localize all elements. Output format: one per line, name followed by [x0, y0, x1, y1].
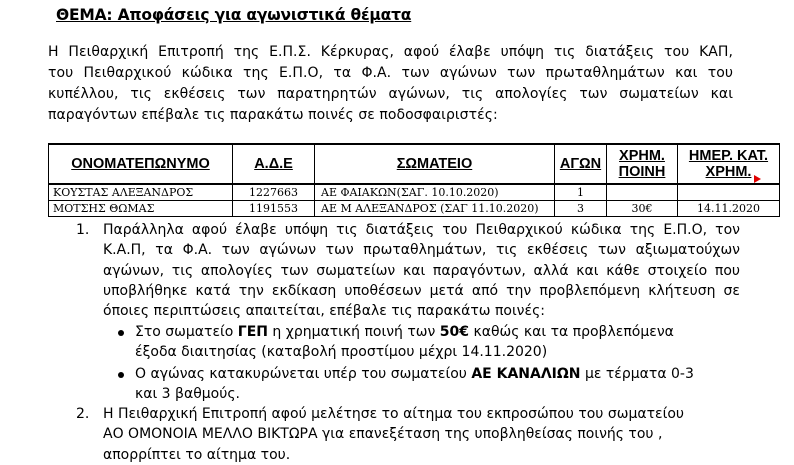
bullet-1-text — [135, 322, 674, 363]
item-2-line: ΑΟ ΟΜΟΝΟΙΑ ΜΕΛΛΟ ΒΙΚΤΩΡΑ για επανεξέταση της υποβληθείσας ποινής του , — [103, 426, 663, 443]
header-club: ΣΩΜΑΤΕΙΟ — [315, 144, 555, 184]
red-triangle-marker-icon — [754, 175, 761, 183]
cell-games: 3 — [555, 201, 607, 217]
bullet-1-post: καθώς και τα προβλεπόμενα — [469, 324, 674, 340]
cell-date — [678, 184, 780, 201]
intro-line: παραγόντων επέβαλε τις παρακάτω ποινές σε ποδοσφαιριστές: — [48, 107, 498, 123]
intro-line: κυπέλλου, τις εκθέσεις των παρατηρητών αγώνων, τις απολογίες των σωματείων και — [48, 86, 733, 102]
bullet-1-pre: Στο σωματείο — [135, 324, 238, 340]
bullet-icon — [118, 372, 124, 378]
intro-line: Η Πειθαρχική Επιτροπή της Ε.Π.Σ. Κέρκυρας, αφού έλαβε υπόψη τις διατάξεις του ΚΑΠ, — [48, 44, 733, 60]
bullet-1-line-2: έξοδα διαιτησίας (καταβολή προστίμου μέχρι 14.11.2020) — [135, 344, 548, 361]
header-fine: ΧΡΗΜ. ΠΟΙΝΗ — [607, 144, 678, 184]
bullet-icon — [118, 330, 124, 336]
item-1-line: Παράλληλα αφού έλαβε υπόψη τις διατάξεις του Πειθαρχικού κώδικα της Ε.Π.Ο, τον — [103, 222, 740, 238]
cell-ade: 1227663 — [233, 184, 315, 201]
item-2-line: Η Πειθαρχική Επιτροπή αφού μελέτησε το αίτημα του εκπροσώπου του σωματείου — [103, 406, 684, 422]
item-1-line: όποιες περιπτώσεις απαιτείται, επέβαλε τις παρακάτω ποινές: — [103, 303, 545, 320]
header-name: ΟΝΟΜΑΤΕΠΩΝΥΜΟ — [49, 144, 233, 184]
cell-name: ΚΟΥΣΤΑΣ ΑΛΕΞΑΝΔΡΟΣ — [49, 184, 233, 201]
cell-fine — [607, 184, 678, 201]
penalties-table — [48, 143, 780, 217]
bullet-2-line-2: και 3 βαθμούς. — [135, 386, 240, 403]
cell-name: ΜΟΤΣΗΣ ΘΩΜΑΣ — [49, 201, 233, 217]
page-title: ΘΕΜΑ: Αποφάσεις για αγωνιστικά θέματα — [56, 6, 412, 24]
bullet-2-club: ΑΕ ΚΑΝΑΛΙΩΝ — [471, 366, 581, 382]
item-1-paragraph — [103, 220, 740, 321]
table-header-row — [49, 144, 780, 184]
table-row — [49, 201, 780, 217]
bullet-2-pre: Ο αγώνας κατακυρώνεται υπέρ του σωματείου — [135, 366, 472, 382]
item-1-number: 1. — [76, 222, 90, 238]
item-1-line: αγώνων, τις απολογίες των σωματείων και παραγόντων, αλλά και κάθε στοιχείο που — [103, 262, 740, 279]
item-2-paragraph — [103, 404, 684, 465]
item-2-line: απορρίπτει το αίτημα του. — [103, 446, 291, 463]
item-1-line: Κ.Α.Π, τα Φ.Α. των αγώνων των πρωταθλημάτων, τις εκθέσεις των αξιωματούχων — [103, 242, 740, 259]
header-games: ΑΓΩΝ — [555, 144, 607, 184]
bullet-2-post: με τέρματα 0-3 — [580, 366, 694, 382]
cell-fine: 30€ — [607, 201, 678, 217]
bullet-2-text — [135, 364, 694, 405]
header-date: ΗΜΕΡ. ΚΑΤ. ΧΡΗΜ. — [678, 144, 780, 184]
table-row — [49, 184, 780, 201]
cell-games: 1 — [555, 184, 607, 201]
header-ade: Α.Δ.Ε — [233, 144, 315, 184]
cell-club: ΑΕ Μ ΑΛΕΞΑΝΔΡΟΣ (ΣΑΓ 11.10.2020) — [315, 201, 555, 217]
item-2-number: 2. — [76, 406, 90, 422]
cell-ade: 1191553 — [233, 201, 315, 217]
intro-paragraph — [48, 42, 733, 126]
bullet-1-line — [135, 322, 674, 342]
item-1-line: υποβλήθηκε κατά την εκδίκαση υποθέσεων μετά από την προβλεπόμενη κλήτευση σε — [103, 282, 740, 299]
cell-date: 14.11.2020 — [678, 201, 780, 217]
cell-club: ΑΕ ΦΑΙΑΚΩΝ(ΣΑΓ. 10.10.2020) — [315, 184, 555, 201]
bullet-1-amount: 50€ — [439, 324, 470, 340]
bullet-1-club: ΓΕΠ — [237, 324, 268, 340]
bullet-2-line — [135, 364, 694, 384]
bullet-1-mid: η χρηματική ποινή των — [267, 324, 440, 340]
intro-line: του Πειθαρχικού κώδικα της Ε.Π.Ο, τα Φ.Α. των αγώνων των πρωταθλημάτων και του — [48, 65, 733, 81]
